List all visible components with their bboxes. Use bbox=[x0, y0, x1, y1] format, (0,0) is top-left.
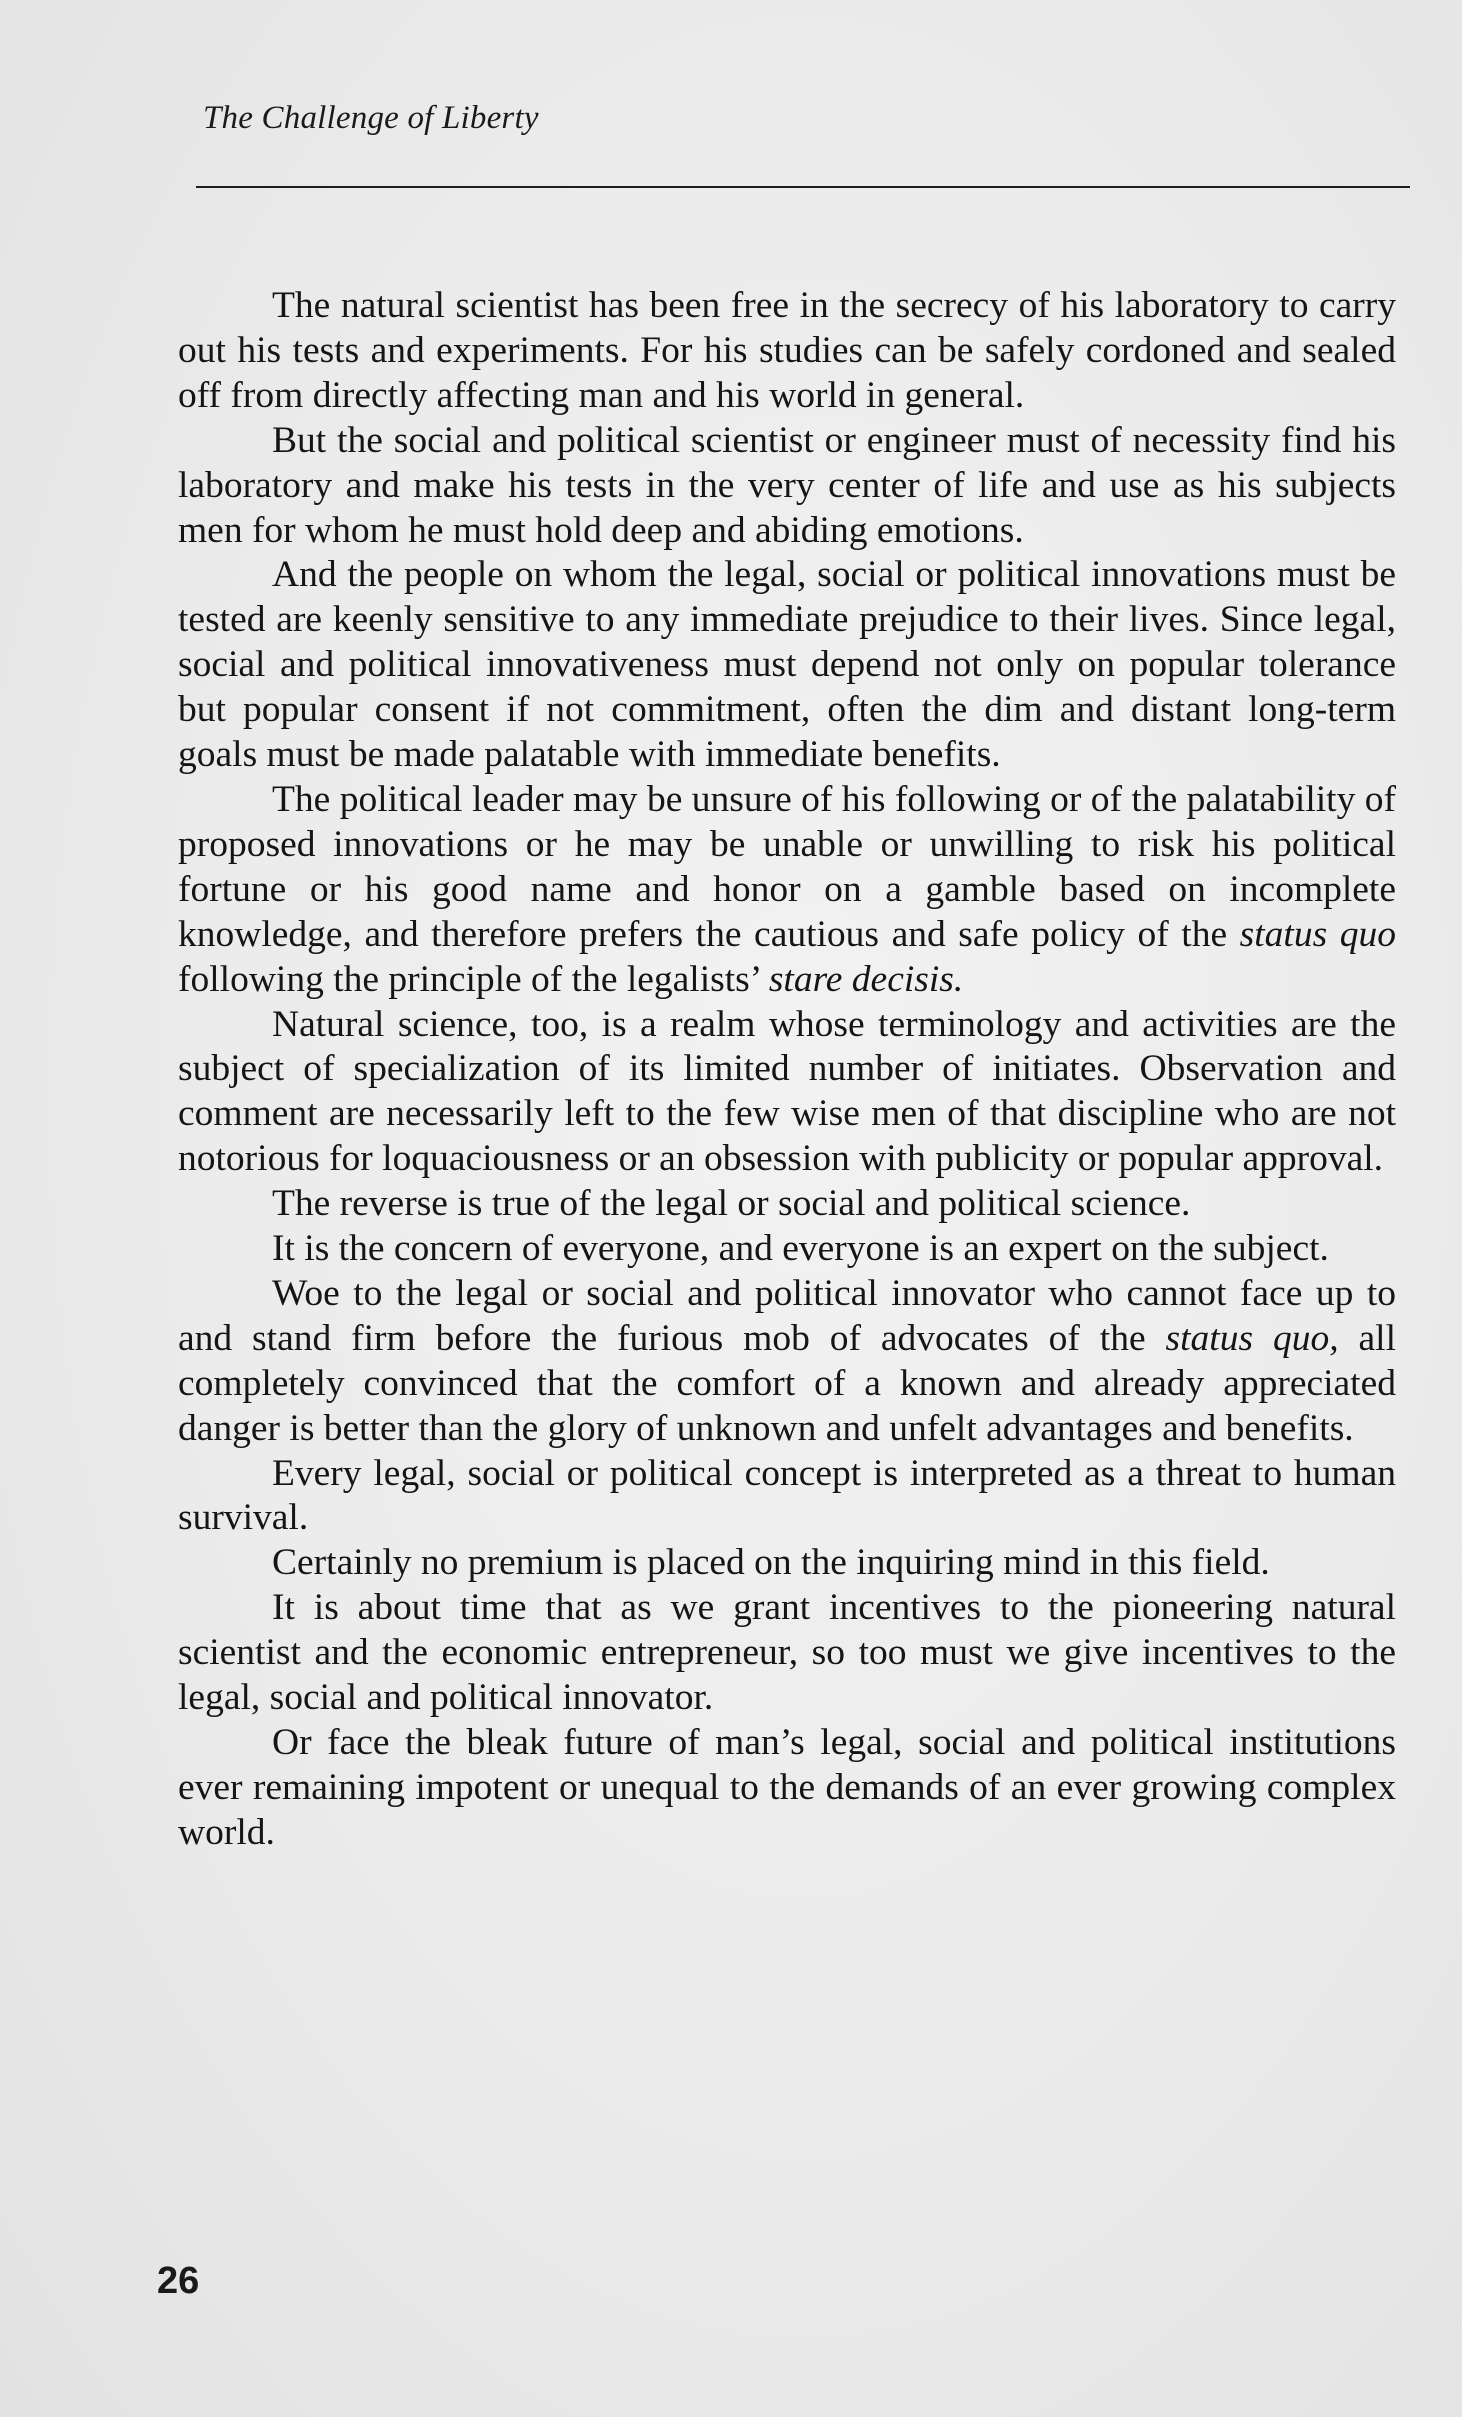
paragraph-7: It is the concern of everyone, and everyone is an expert on the subject. bbox=[272, 1228, 1329, 1270]
page-number: 26 bbox=[157, 2260, 200, 2302]
paragraph-5: Natural science, too, is a realm whose terminology and activities are the subject of specialization of its limited number of initiates. Observation and comment are necessarily left to the few wise men of that discipline who are not notorious for loquaciousness or an obsession with publicity or popular approval. bbox=[178, 1003, 1396, 1180]
paragraph-2: But the social and political scientist or engineer must of necessity find his laboratory and make his tests in the very center of life and use as his subjects men for whom he must hold deep and abiding emotions. bbox=[178, 419, 1396, 551]
paragraph-4-text-a: The political leader may be unsure of his following or of the palatability of proposed innovations or he may be unable or unwilling to risk his political fortune or his good name and honor on a gamble based on incomplete knowledge, and therefore prefers the cautious and safe policy of the bbox=[178, 778, 1396, 955]
header-rule bbox=[196, 186, 1410, 188]
paragraph-4-italic-status-quo: status quo bbox=[1239, 913, 1396, 955]
paragraph-12: Or face the bleak future of man’s legal, social and political institutions ever remaining impotent or unequal to the demands of an ever growing complex world. bbox=[178, 1722, 1396, 1853]
paragraph-4-text-b: following the principle of the legalists’ bbox=[178, 958, 769, 1000]
paragraph-1: The natural scientist has been free in the secrecy of his laboratory to carry out his tests and experiments. For his studies can be safely cordoned and sealed off from directly affecting man and his world in general. bbox=[178, 285, 1396, 416]
paragraph-10: Certainly no premium is placed on the inquiring mind in this field. bbox=[272, 1542, 1270, 1584]
paragraph-4-italic-stare-decisis: stare decisis. bbox=[768, 958, 964, 1000]
paragraph-11: It is about time that as we grant incentives to the pioneering natural scientist and the economic entrepreneur, so too must we give incentives to the legal, social and political innovator. bbox=[178, 1587, 1396, 1719]
paragraph-8-text-a: Woe to the legal or social and political innovator who cannot face up to and stand firm before the furious mob of advocates of the bbox=[178, 1272, 1396, 1359]
paragraph-8 bbox=[178, 1272, 1396, 1452]
paragraph-6: The reverse is true of the legal or social and political science. bbox=[272, 1183, 1191, 1225]
paragraph-9: Every legal, social or political concept is interpreted as a threat to human survival. bbox=[178, 1452, 1396, 1539]
paragraph-4 bbox=[178, 778, 1396, 1003]
body-text bbox=[178, 284, 1396, 1856]
paragraph-8-italic-status-quo: status quo, bbox=[1165, 1317, 1339, 1359]
paragraph-8-text-b: all completely convinced that the comfort of a known and already appreciated danger is better than the glory of unknown and unfelt advantages and benefits. bbox=[178, 1317, 1397, 1449]
running-head: The Challenge of Liberty bbox=[203, 100, 539, 136]
paragraph-3: And the people on whom the legal, social or political innovations must be tested are keenly sensitive to any immediate prejudice to their lives. Since legal, social and political innovativeness must depend not only on popular tolerance but popular consent if not commitment, often the dim and distant long-term goals must be made palatable with immediate benefits. bbox=[178, 554, 1396, 776]
